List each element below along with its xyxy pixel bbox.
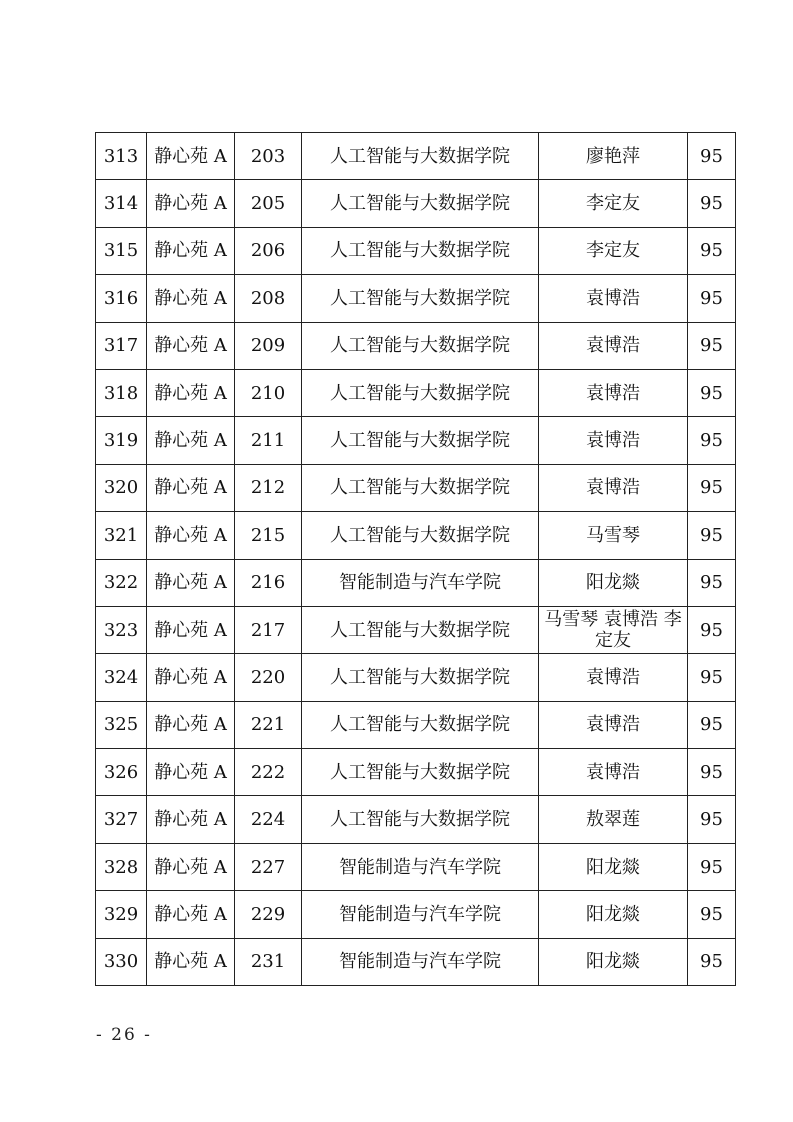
instructor-cell: 马雪琴 袁博浩 李定友 [539, 606, 688, 653]
table-row [96, 275, 736, 322]
score-cell: 95 [688, 654, 736, 701]
row-number-cell: 319 [96, 417, 147, 464]
room-number-cell: 229 [235, 891, 302, 938]
college-cell: 人工智能与大数据学院 [302, 606, 539, 653]
room-number-cell: 209 [235, 322, 302, 369]
score-cell: 95 [688, 606, 736, 653]
table-row [96, 891, 736, 938]
college-cell: 智能制造与汽车学院 [302, 891, 539, 938]
college-cell: 人工智能与大数据学院 [302, 512, 539, 559]
score-cell: 95 [688, 322, 736, 369]
row-number-cell: 317 [96, 322, 147, 369]
building-cell: 静心苑 A [147, 796, 235, 843]
college-cell: 人工智能与大数据学院 [302, 749, 539, 796]
college-cell: 人工智能与大数据学院 [302, 796, 539, 843]
room-number-cell: 205 [235, 180, 302, 227]
row-number-cell: 320 [96, 464, 147, 511]
room-number-cell: 210 [235, 369, 302, 416]
dormitory-score-table [95, 132, 736, 986]
room-number-cell: 224 [235, 796, 302, 843]
building-cell: 静心苑 A [147, 843, 235, 890]
row-number-cell: 323 [96, 606, 147, 653]
row-number-cell: 330 [96, 938, 147, 985]
building-cell: 静心苑 A [147, 275, 235, 322]
building-cell: 静心苑 A [147, 369, 235, 416]
instructor-cell: 廖艳萍 [539, 133, 688, 180]
table-row [96, 133, 736, 180]
building-cell: 静心苑 A [147, 606, 235, 653]
score-cell: 95 [688, 512, 736, 559]
instructor-cell: 阳龙燚 [539, 938, 688, 985]
instructor-cell: 袁博浩 [539, 701, 688, 748]
table-row [96, 559, 736, 606]
score-cell: 95 [688, 227, 736, 274]
score-cell: 95 [688, 843, 736, 890]
row-number-cell: 324 [96, 654, 147, 701]
table-row [96, 938, 736, 985]
building-cell: 静心苑 A [147, 938, 235, 985]
page-number: - 26 - [96, 1025, 152, 1045]
instructor-cell: 袁博浩 [539, 654, 688, 701]
college-cell: 智能制造与汽车学院 [302, 843, 539, 890]
room-number-cell: 220 [235, 654, 302, 701]
row-number-cell: 325 [96, 701, 147, 748]
building-cell: 静心苑 A [147, 322, 235, 369]
college-cell: 人工智能与大数据学院 [302, 275, 539, 322]
score-cell: 95 [688, 891, 736, 938]
instructor-cell: 李定友 [539, 180, 688, 227]
row-number-cell: 314 [96, 180, 147, 227]
college-cell: 人工智能与大数据学院 [302, 322, 539, 369]
room-number-cell: 221 [235, 701, 302, 748]
instructor-cell: 袁博浩 [539, 464, 688, 511]
college-cell: 人工智能与大数据学院 [302, 701, 539, 748]
row-number-cell: 322 [96, 559, 147, 606]
row-number-cell: 328 [96, 843, 147, 890]
college-cell: 人工智能与大数据学院 [302, 133, 539, 180]
instructor-cell: 阳龙燚 [539, 843, 688, 890]
college-cell: 人工智能与大数据学院 [302, 417, 539, 464]
room-number-cell: 212 [235, 464, 302, 511]
score-cell: 95 [688, 796, 736, 843]
table-row [96, 701, 736, 748]
row-number-cell: 313 [96, 133, 147, 180]
building-cell: 静心苑 A [147, 654, 235, 701]
instructor-cell: 袁博浩 [539, 275, 688, 322]
instructor-cell: 阳龙燚 [539, 559, 688, 606]
room-number-cell: 203 [235, 133, 302, 180]
row-number-cell: 321 [96, 512, 147, 559]
row-number-cell: 318 [96, 369, 147, 416]
score-cell: 95 [688, 369, 736, 416]
college-cell: 人工智能与大数据学院 [302, 180, 539, 227]
table-row [96, 654, 736, 701]
table-row [96, 796, 736, 843]
room-number-cell: 231 [235, 938, 302, 985]
building-cell: 静心苑 A [147, 227, 235, 274]
room-number-cell: 222 [235, 749, 302, 796]
building-cell: 静心苑 A [147, 180, 235, 227]
instructor-cell: 袁博浩 [539, 749, 688, 796]
building-cell: 静心苑 A [147, 417, 235, 464]
instructor-cell: 袁博浩 [539, 322, 688, 369]
row-number-cell: 315 [96, 227, 147, 274]
row-number-cell: 327 [96, 796, 147, 843]
table-row [96, 464, 736, 511]
college-cell: 人工智能与大数据学院 [302, 369, 539, 416]
room-number-cell: 211 [235, 417, 302, 464]
instructor-cell: 马雪琴 [539, 512, 688, 559]
score-cell: 95 [688, 275, 736, 322]
college-cell: 智能制造与汽车学院 [302, 938, 539, 985]
building-cell: 静心苑 A [147, 891, 235, 938]
score-cell: 95 [688, 133, 736, 180]
table-row [96, 180, 736, 227]
table-row [96, 369, 736, 416]
building-cell: 静心苑 A [147, 133, 235, 180]
score-cell: 95 [688, 180, 736, 227]
building-cell: 静心苑 A [147, 701, 235, 748]
row-number-cell: 316 [96, 275, 147, 322]
room-number-cell: 215 [235, 512, 302, 559]
score-cell: 95 [688, 938, 736, 985]
instructor-cell: 李定友 [539, 227, 688, 274]
table-body [96, 133, 736, 986]
college-cell: 人工智能与大数据学院 [302, 464, 539, 511]
building-cell: 静心苑 A [147, 749, 235, 796]
table-row [96, 417, 736, 464]
instructor-cell: 袁博浩 [539, 369, 688, 416]
building-cell: 静心苑 A [147, 512, 235, 559]
room-number-cell: 217 [235, 606, 302, 653]
building-cell: 静心苑 A [147, 559, 235, 606]
room-number-cell: 227 [235, 843, 302, 890]
instructor-cell: 袁博浩 [539, 417, 688, 464]
college-cell: 人工智能与大数据学院 [302, 654, 539, 701]
room-number-cell: 208 [235, 275, 302, 322]
score-cell: 95 [688, 417, 736, 464]
score-cell: 95 [688, 559, 736, 606]
college-cell: 人工智能与大数据学院 [302, 227, 539, 274]
table-row [96, 749, 736, 796]
instructor-cell: 敖翠莲 [539, 796, 688, 843]
score-cell: 95 [688, 464, 736, 511]
college-cell: 智能制造与汽车学院 [302, 559, 539, 606]
score-cell: 95 [688, 749, 736, 796]
table-row [96, 227, 736, 274]
room-number-cell: 216 [235, 559, 302, 606]
room-number-cell: 206 [235, 227, 302, 274]
table-row [96, 322, 736, 369]
building-cell: 静心苑 A [147, 464, 235, 511]
table-row [96, 512, 736, 559]
table-row [96, 843, 736, 890]
row-number-cell: 329 [96, 891, 147, 938]
row-number-cell: 326 [96, 749, 147, 796]
instructor-cell: 阳龙燚 [539, 891, 688, 938]
score-cell: 95 [688, 701, 736, 748]
table-row [96, 606, 736, 653]
